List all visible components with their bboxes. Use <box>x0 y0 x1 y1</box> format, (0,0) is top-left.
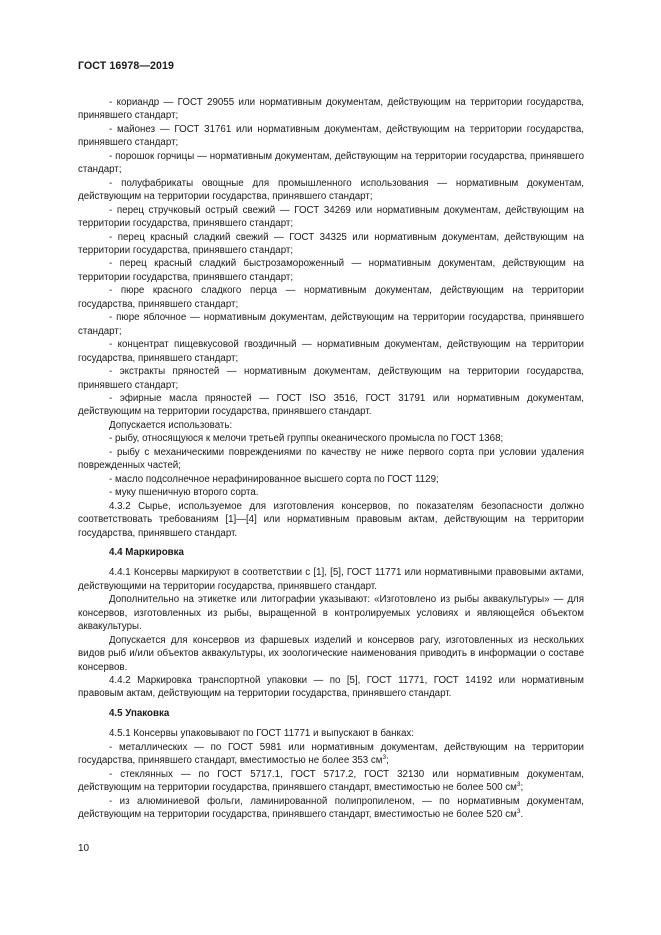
list-item: - концентрат пищевкусовой гвоздичный — нормативным документам, действующим на территории государства, принявшего стандарт; <box>78 339 584 364</box>
list-item: - рыбу, относящуюся к мелочи третьей группы океанического промысла по ГОСТ 1368; <box>109 433 504 445</box>
list-item: - перец красный сладкий быстрозамороженный — нормативным документам, действующим на территории государства, принявшего стандарт; <box>78 258 584 283</box>
list-item: - эфирные масла пряностей — ГОСТ ISO 3516, ГОСТ 31791 или нормативным документам, действующим на территории государства, принявшего стандарт. <box>78 392 584 418</box>
list-item: - майонез — ГОСТ 31761 или нормативным документам, действующим на территории государства, принявшего стандарт; <box>78 123 584 149</box>
clause-4-3-2: 4.3.2 Сырье, используемое для изготовления консервов, по показателям безопасности должно соответствовать требованиям [1]—[4] или нормативным правовым актам, действующим на территории государства, принявшего стандарт. <box>78 500 584 539</box>
list-item: - пюре красного сладкого перца — нормативным документам, действующим на территории государства, принявшего стандарт; <box>78 285 584 310</box>
list-item: - перец красный сладкий свежий — ГОСТ 34325 или нормативным документам, действующим на территории государства, принявшего стандарт; <box>78 231 584 256</box>
document-body <box>78 96 584 822</box>
list-item: - порошок горчицы — нормативным документам, действующим на территории государства, принявшего стандарт; <box>78 150 584 176</box>
list-item <box>78 768 584 795</box>
list-item: - полуфабрикаты овощные для промышленного использования — нормативным документам, действующим на территории государства, принявшего стандарт; <box>78 177 584 203</box>
list-item-text: - стеклянных — по ГОСТ 5717.1, ГОСТ 5717.2, ГОСТ 32130 или нормативным документам, действующим на территории государства, принявшего стандарт, вместимостью не более 500 см <box>78 768 584 794</box>
punctuation: . <box>520 809 524 821</box>
list-item <box>78 741 584 768</box>
section-heading-4-5: 4.5 Упаковка <box>109 708 170 720</box>
paragraph: Допускается для консервов из фаршевых изделий и консервов рагу, изготовленных из нескольких видов рыб и/или объектов аквакультуры, их зоологические наименования приводить в информации о составе консервов. <box>78 634 584 673</box>
list-item <box>78 795 584 822</box>
page-number: 10 <box>78 843 90 854</box>
clause-4-4-2: 4.4.2 Маркировка транспортной упаковки — по [5], ГОСТ 11771, ГОСТ 14192 или нормативным правовым актам, действующим на территории государства, принявшего стандарт. <box>78 675 584 700</box>
superscript: 3 <box>382 754 387 762</box>
superscript: 3 <box>516 808 521 816</box>
list-item: - перец стручковый острый свежий — ГОСТ 34269 или нормативным документам, действующим на территории государства, принявшего стандарт; <box>78 204 584 230</box>
list-item: - масло подсолнечное нерафинированное высшего сорта по ГОСТ 1129; <box>109 473 439 485</box>
document-code-header: ГОСТ 16978—2019 <box>78 60 175 72</box>
list-item: - кориандр — ГОСТ 29055 или нормативным документам, действующим на территории государства, принявшего стандарт; <box>78 97 584 122</box>
punctuation: ; <box>520 782 524 794</box>
paragraph: Дополнительно на этикетке или литографии указывают: «Изготовлено из рыбы аквакультуры» — для консервов, изготовленных из рыбы, выращенной в контролируемых условиях и являющейся объектом аквакультуры. <box>78 594 584 633</box>
list-item: - экстракты пряностей — нормативным документам, действующим на территории государства, принявшего стандарт; <box>78 366 584 391</box>
punctuation: ; <box>386 755 389 767</box>
list-item: - пюре яблочное — нормативным документам, действующим на территории государства, принявшего стандарт; <box>78 312 584 337</box>
list-item: - рыбу с механическими повреждениями по качеству не ниже первого сорта при условии удаления поврежденных частей; <box>78 446 584 472</box>
clause-4-5-1: 4.5.1 Консервы упаковывают по ГОСТ 11771 и выпускают в банках: <box>109 728 415 740</box>
list-item: - муку пшеничную второго сорта. <box>109 487 259 499</box>
superscript: 3 <box>516 781 521 789</box>
list-item-text: - металлических — по ГОСТ 5981 или нормативным документам, действующим на территории государства, принявшего стандарт, вместимостью не более 353 см <box>78 741 584 767</box>
paragraph: Допускается использовать: <box>109 419 233 431</box>
list-item-text: - из алюминиевой фольги, ламинированной полипропиленом, — по нормативным документам, действующим на территории государства, принявшего стандарт, вместимостью не более 520 см <box>78 795 584 821</box>
clause-4-4-1: 4.4.1 Консервы маркируют в соответствии с [1], [5], ГОСТ 11771 или нормативными правовыми актами, действующими на территории государства, принявшего стандарт. <box>78 567 584 592</box>
section-heading-4-4: 4.4 Маркировка <box>109 547 184 559</box>
